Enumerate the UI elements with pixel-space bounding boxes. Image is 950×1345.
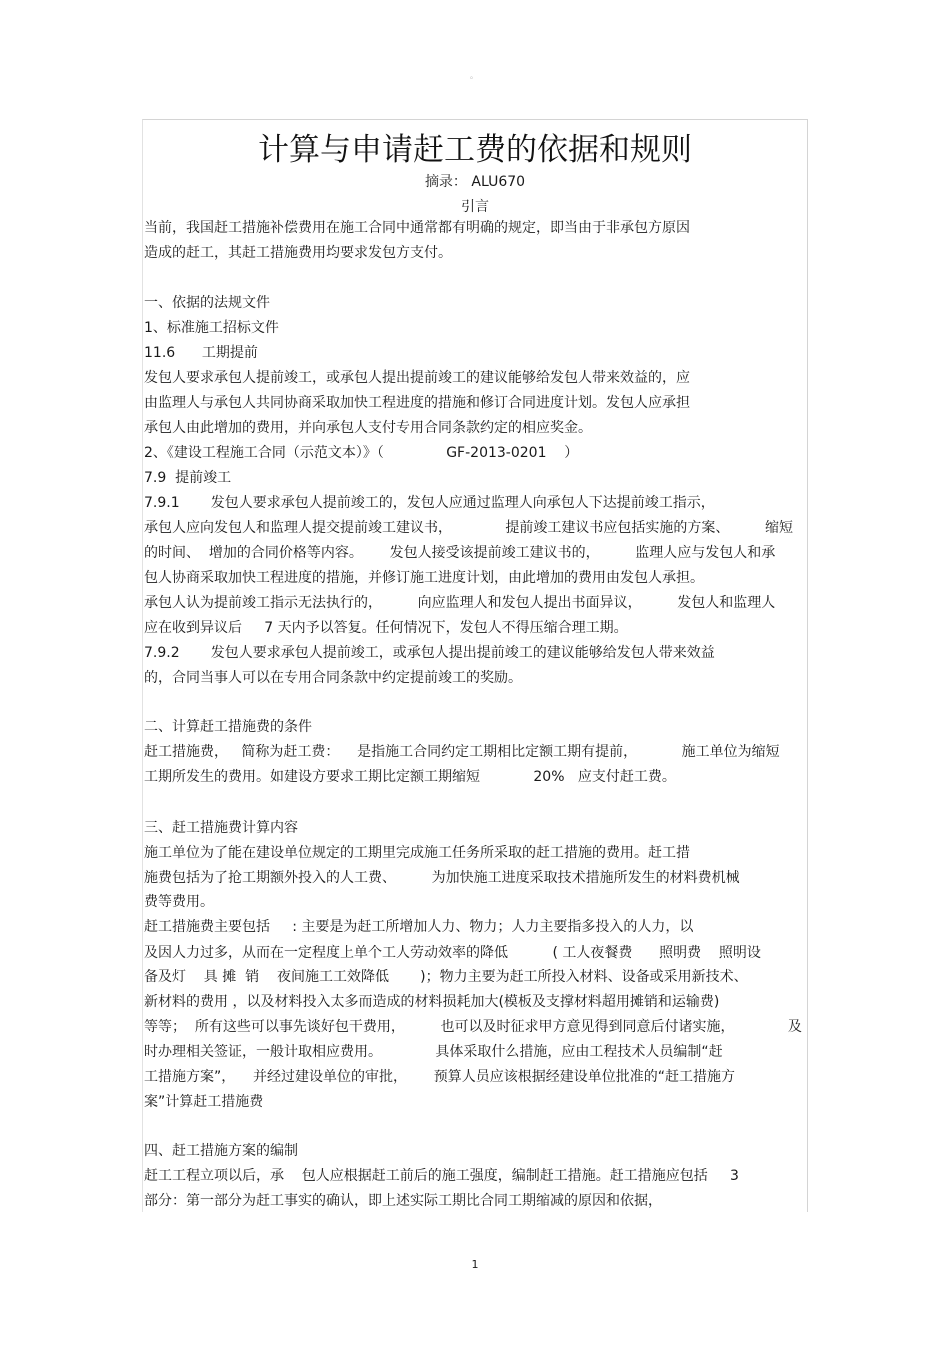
section-heading: 二、计算赶工措施费的条件 xyxy=(144,719,312,735)
body-line: 承包人应向发包人和监理人提交提前竣工建议书， 提前竣工建议书应包括实施的方案、 缩短 xyxy=(144,520,794,536)
body-line: 2、《建设工程施工合同（示范文本）》（ GF-2013-0201 ） xyxy=(144,445,579,461)
body-line: 时办理相关签证，一般计取相应费用。 具体采取什么措施，应由工程技术人员编制“赶 xyxy=(144,1044,723,1060)
body-line: 7.9.2 发包人要求承包人提前竣工，或承包人提出提前竣工的建议能够给发包人带来效益 xyxy=(144,645,715,661)
body-line: 等等； 所有这些可以事先谈好包干费用， 也可以及时征求甲方意见得到同意后付诸实施， 及 xyxy=(144,1019,802,1035)
body-line: 包人协商采取加快工程进度的措施，并修订施工进度计划，由此增加的费用由发包人承担。 xyxy=(144,570,704,586)
excerpt-line: 摘录： ALU670 xyxy=(424,174,526,190)
body-line: 赶工措施费主要包括 : 主要是为赶工所增加人力、物力；人力主要指多投入的人力，以 xyxy=(144,919,694,935)
body-line: 新材料的费用 ，以及材料投入太多而造成的材料损耗加大(模板及支撑材料超用摊销和运输费) xyxy=(144,994,720,1010)
body-line: 造成的赶工，其赶工措施费用均要求发包方支付。 xyxy=(144,245,452,261)
body-line: 施费包括为了抢工期额外投入的人工费、 为加快施工进度采取技术措施所发生的材料费机械 xyxy=(144,870,740,886)
body-line: 的时间、 增加的合同价格等内容。 发包人接受该提前竣工建议书的， 监理人应与发包人和承 xyxy=(144,545,776,561)
body-line: 发包人要求承包人提前竣工，或承包人提出提前竣工的建议能够给发包人带来效益的，应 xyxy=(144,370,690,386)
section-heading: 一、依据的法规文件 xyxy=(144,295,270,311)
body-line: 备及灯 具 摊 销 夜间施工工效降低 )；物力主要为赶工所投入材料、设备或采用新技术、 xyxy=(144,969,748,985)
body-line: 应在收到异议后 7 天内予以答复。任何情况下，发包人不得压缩合理工期。 xyxy=(144,620,628,636)
body-line: 当前，我国赶工措施补偿费用在施工合同中通常都有明确的规定，即当由于非承包方原因 xyxy=(144,220,690,236)
page-number: 1 xyxy=(471,1258,479,1271)
body-line: 承包人认为提前竣工指示无法执行的， 向应监理人和发包人提出书面异议， 发包人和监理人 xyxy=(144,595,776,611)
document-title: 计算与申请赶工费的依据和规则 xyxy=(258,132,692,168)
body-line: 由监理人与承包人共同协商采取加快工程进度的措施和修订合同进度计划。发包人应承担 xyxy=(144,395,690,411)
body-line: 7.9.1 发包人要求承包人提前竣工的，发包人应通过监理人向承包人下达提前竣工指示， xyxy=(144,495,715,511)
body-line: 1、标准施工招标文件 xyxy=(144,320,279,336)
header-dot: 。 xyxy=(470,71,478,80)
body-line: 7.9 提前竣工 xyxy=(144,470,232,486)
body-line: 承包人由此增加的费用，并向承包人支付专用合同条款约定的相应奖金。 xyxy=(144,420,592,436)
body-line: 工期所发生的费用。如建设方要求工期比定额工期缩短 20% 应支付赶工费。 xyxy=(144,769,676,785)
body-line: 案”计算赶工措施费 xyxy=(144,1094,264,1110)
body-line: 施工单位为了能在建设单位规定的工期里完成施工任务所采取的赶工措施的费用。赶工措 xyxy=(144,845,690,861)
section-heading: 三、赶工措施费计算内容 xyxy=(144,820,298,836)
body-line: 部分：第一部分为赶工事实的确认，即上述实际工期比合同工期缩减的原因和依据， xyxy=(144,1193,662,1209)
section-heading: 四、赶工措施方案的编制 xyxy=(144,1143,298,1159)
body-line: 11.6 工期提前 xyxy=(144,345,258,361)
body-line: 工措施方案”， 并经过建设单位的审批， 预算人员应该根据经建设单位批准的“赶工措施方 xyxy=(144,1069,736,1085)
body-line: 的，合同当事人可以在专用合同条款中约定提前竣工的奖励。 xyxy=(144,670,522,686)
body-line: 费等费用。 xyxy=(144,894,214,910)
intro-heading: 引言 xyxy=(461,199,489,215)
body-line: 赶工措施费， 简称为赶工费： 是指施工合同约定工期相比定额工期有提前， 施工单位为缩短 xyxy=(144,744,780,760)
body-line: 赶工工程立项以后，承 包人应根据赶工前后的施工强度，编制赶工措施。赶工措施应包括 3 xyxy=(144,1168,739,1184)
body-line: 及因人力过多，从而在一定程度上单个工人劳动效率的降低 ( 工人夜餐费 照明费 照明设 xyxy=(144,945,761,961)
